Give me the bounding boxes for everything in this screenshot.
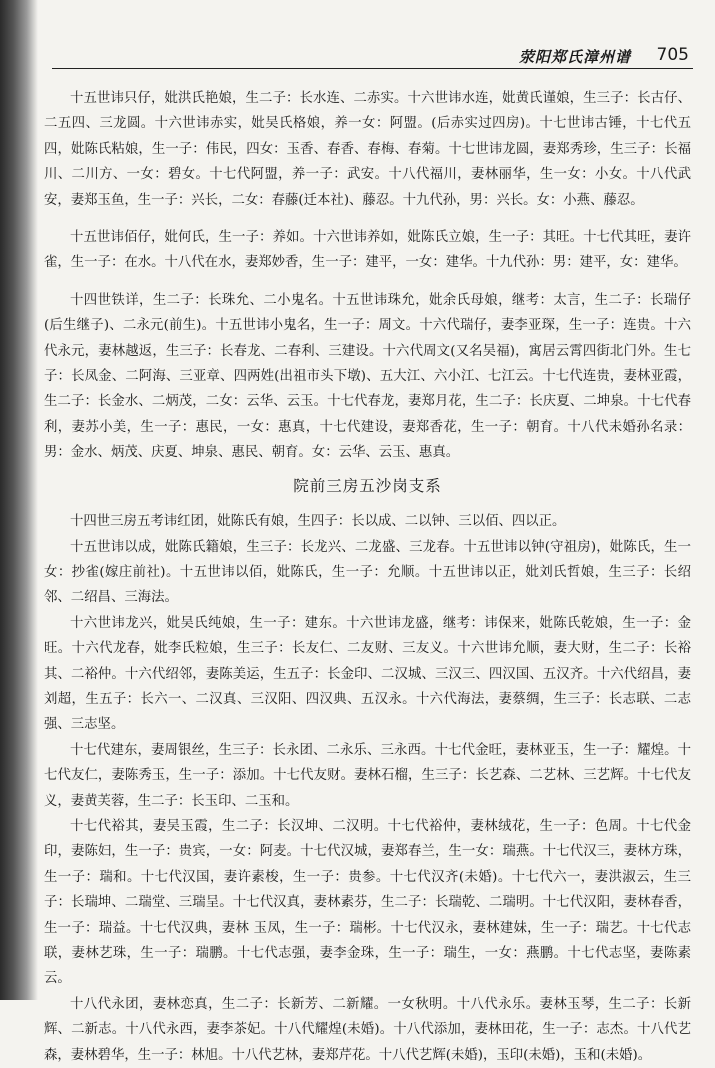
paragraph: 十七代裕其，妻吴玉霞，生二子：长汉坤、二汉明。十七代裕仲，妻林绒花，生一子：色周。十七代金印，妻陈妇，生一子：贵宾，一女：阿麦。十七代汉城，妻郑春兰，生一女：瑞燕。十七代汉三，妻林方珠，生一子：瑞和。十七代汉国，妻许素梭，生一子：贵参。十七代汉齐(未婚)。十七代六一，妻洪淑云，生三子：长瑞坤、二瑞堂、三瑞呈。十七代汉真，妻林素芬，生二子：长瑞乾、二瑞明。十七代汉阳，妻林春香，生一子：瑞益。十七代汉典，妻林 玉凤，生一子：瑞彬。十七代汉永，妻林建妹，生一子：瑞艺。十七代志联，妻林艺珠，生一子：瑞鹏。十七代志强，妻李金珠，生一子：瑞生，一女：燕鹏。十七代志坚，妻陈素云。	[44, 818, 691, 987]
paragraph: 十四世三房五考讳红团，妣陈氏有娘，生四子：长以成、二以钟、三以佰、四以正。	[70, 514, 566, 530]
paragraph: 十五世讳只仔，妣洪氏艳娘，生二子：长水连、二赤实。十六世讳水连，妣黄氏谨娘，生三子：长古仔、二五四、三龙圆。十六世讳赤实，妣吴氏格娘，养一女：阿盟。(后赤实过四房)。十七世讳古锤，十七代五四，妣陈氏粘娘，生一子：伟民，四女：玉香、春香、春梅、春菊。十七世讳龙圆，妻郑秀珍，生三子：长福川、二川方、一女：碧女。十七代阿盟，养一子：武安。十八代福川，妻林丽华，生一女：小女。十八代武安，妻郑玉鱼，生一子：兴长，二女：春藤(迁本社)、藤忍。十九代孙，男：兴长。女：小燕、藤忍。	[44, 91, 691, 208]
paragraph: 十八代永团，妻林恋真，生二子：长新芳、二新耀。一女秋明。十八代永乐。妻林玉琴，生二子：长新辉、二新志。十八代永西，妻李茶妃。十八代耀煌(未婚)。十八代添加，妻林田花，生一子：志杰。十八代艺森，妻林碧华，生一子：林旭。十八代艺林，妻郑芹花。十八代艺辉(未婚)，玉印(未婚)，玉和(未婚)。	[44, 996, 691, 1063]
paragraph: 十五世讳以成，妣陈氏籍娘，生三子：长龙兴、二龙盛、三龙春。十五世讳以钟(守祖房)，妣陈氏，生一女：抄雀(嫁庄前社)。十五世讳以佰，妣陈氏，生一子：允顺。十五世讳以正，妣刘氏哲娘，生三子：长绍邻、二绍昌、三海法。	[44, 539, 691, 606]
paragraph: 十五世讳佰仔，妣何氏，生一子：养如。十六世讳养如，妣陈氏立娘，生一子：其旺。十七代其旺，妻许雀，生一子：在水。十八代在水，妻郑妙香，生一子：建平，一女：建华。十九代孙：男：建平，女：建华。	[44, 230, 691, 271]
paragraph: 十七代建东，妻周银丝，生三子：长永团、二永乐、三永西。十七代金旺，妻林亚玉，生一子：耀煌。十七代友仁，妻陈秀玉，生一子：添加。十七代友财。妻林石榴，生三子：长艺森、二艺林、三艺辉。十七代友义，妻黄芙蓉，生二子：长玉印、二玉和。	[44, 742, 691, 809]
paragraph: 十四世铁详，生二子：长珠允、二小鬼名。十五世讳珠允，妣余氏母娘，继考：太言，生二子：长瑞仔(后生继子)、二永元(前生)。十五世讳小鬼名，生一子：周文。十六代瑞仔，妻李亚琛，生一子：连贵。十六代永元，妻林越返，生三子：长春龙、二春利、三建设。十六代周文(又名吴福)，寓居云霄四街北门外。生七子：长凤金、二阿海、三亚章、四两姓(出祖市头下墩)、五大江、六小江、七江云。十七代连贵，妻林亚霞，生二子：长金水、二炳茂，二女：云华、云玉。十七代春龙，妻郑月花，生二子：长庆夏、二坤泉。十七代春利，妻苏小美，生一子：惠民，一女：惠真，十七代建设，妻郑香花，生一子：朝育。十八代未婚孙名录：男：金水、炳茂、庆夏、坤泉、惠民、朝育。女：云华、云玉、惠真。	[44, 292, 691, 461]
page-number: 705	[656, 45, 689, 65]
book-binding-shadow	[0, 0, 38, 1000]
section-heading: 院前三房五沙岗支系	[293, 476, 442, 495]
paragraph: 十六世讳龙兴，妣吴氏纯娘，生一子：建东。十六世讳龙盛，继考：讳保来，妣陈氏乾娘，生一子：金旺。十六代龙春，妣李氏粒娘，生三子：长友仁、二友财、三友义。十六世讳允顺，妻大财，生二子：长裕其、二裕仲。十六代绍邻，妻陈美运，生五子：长金印、二汉城、三汉三、四汉国、五汉齐。十六代绍昌，妻刘超，生五子：长六一、二汉真、三汉阳、四汉典、五汉永。十六代海法，妻蔡绸，生三子：长志联、二志强、三志坚。	[44, 615, 691, 733]
book-title: 荥阳郑氏漳州谱	[518, 48, 631, 66]
running-header	[52, 44, 693, 69]
page-body	[44, 86, 691, 1068]
